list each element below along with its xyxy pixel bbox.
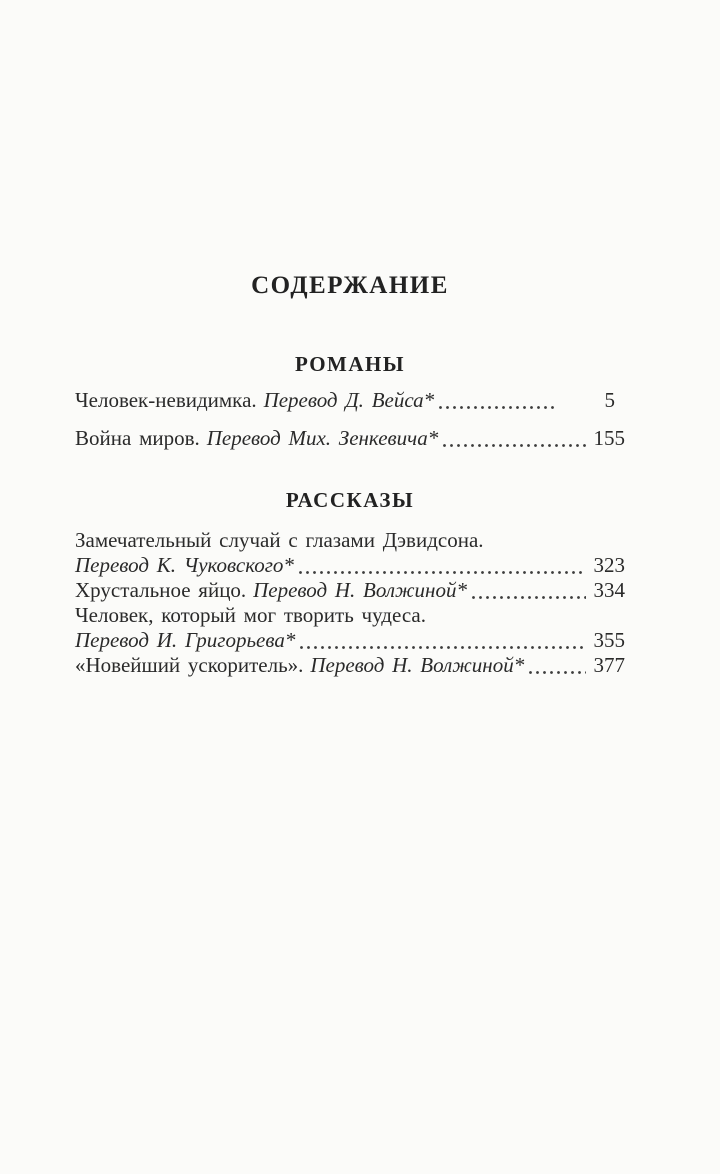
section-heading-novels: РОМАНЫ bbox=[295, 352, 405, 376]
leader-dots bbox=[300, 646, 586, 649]
entry-translator: Перевод Н. Волжиной* bbox=[310, 653, 525, 677]
section-novels-entries bbox=[75, 388, 625, 451]
entry-translator-line bbox=[75, 628, 625, 653]
entry-translator: Перевод Н. Волжиной* bbox=[253, 578, 467, 602]
page-number: 5 bbox=[604, 388, 615, 412]
entry-title: Человек-невидимка. bbox=[75, 388, 257, 412]
entry-title-line bbox=[75, 528, 625, 553]
section-stories-entries bbox=[75, 528, 625, 678]
entry-title: Человек, который мог творить чудеса. bbox=[75, 603, 426, 627]
entry-title-line bbox=[75, 603, 625, 628]
page-number: 334 bbox=[593, 578, 625, 602]
entry-title: Замечательный случай с глазами Дэвидсона. bbox=[75, 528, 484, 552]
section-heading-stories: РАССКАЗЫ bbox=[285, 488, 415, 512]
page-number: 155 bbox=[593, 426, 625, 450]
entry-translator: Перевод К. Чуковского* bbox=[75, 553, 294, 577]
entry-translator-line bbox=[75, 553, 625, 578]
leader-dots bbox=[439, 406, 558, 409]
entry-translator: Перевод Мих. Зенкевича* bbox=[206, 426, 439, 450]
page-number: 355 bbox=[593, 628, 625, 652]
page-number: 323 bbox=[593, 553, 625, 577]
leader-dots bbox=[529, 671, 586, 674]
entry-translator: Перевод Д. Вейса* bbox=[263, 388, 435, 412]
entry-title: «Новейший ускоритель». bbox=[75, 653, 304, 677]
leader-dots bbox=[472, 596, 586, 599]
toc-entry bbox=[75, 603, 625, 653]
toc-entry bbox=[75, 578, 625, 603]
page-number: 377 bbox=[593, 653, 625, 677]
toc-entry bbox=[75, 528, 625, 578]
leader-dots bbox=[299, 571, 586, 574]
toc-entry bbox=[75, 653, 625, 678]
toc-content bbox=[75, 272, 625, 678]
entry-title: Война миров. bbox=[75, 426, 200, 450]
toc-entry bbox=[75, 426, 625, 451]
entry-translator: Перевод И. Григорьева* bbox=[75, 628, 296, 652]
toc-entry bbox=[75, 388, 625, 413]
entry-title: Хрустальное яйцо. bbox=[75, 578, 247, 602]
leader-dots bbox=[443, 444, 586, 447]
toc-title: СОДЕРЖАНИЕ bbox=[251, 272, 449, 299]
